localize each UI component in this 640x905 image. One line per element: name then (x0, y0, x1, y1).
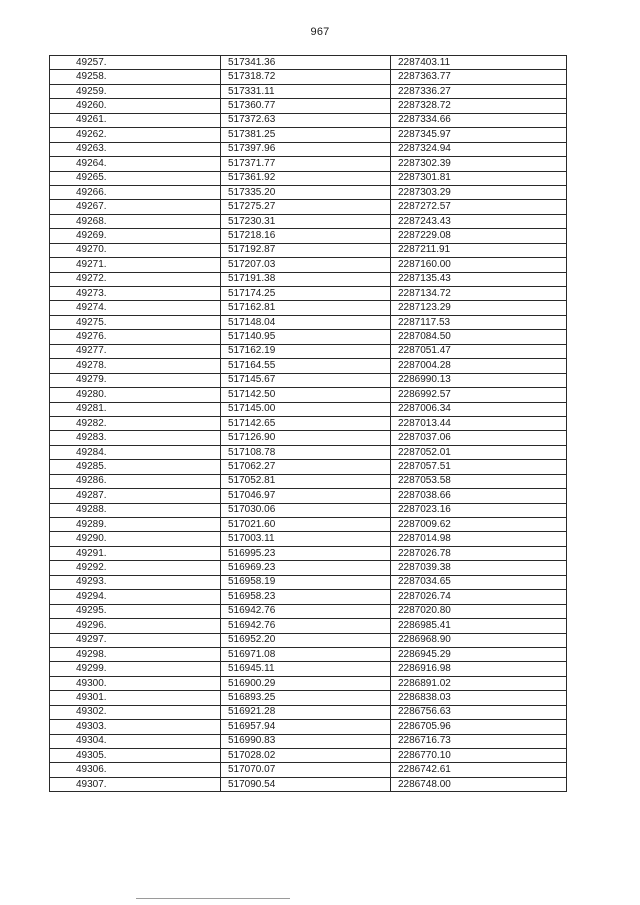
table-row (50, 518, 567, 532)
point-number-cell: 49293. (50, 575, 221, 589)
x-coordinate-cell: 517371.77 (221, 157, 391, 171)
x-coordinate-cell: 517046.97 (221, 489, 391, 503)
table-row (50, 344, 567, 358)
x-coordinate-cell: 516945.11 (221, 662, 391, 676)
x-coordinate-cell: 516893.25 (221, 691, 391, 705)
x-coordinate-cell: 516942.76 (221, 604, 391, 618)
table-row (50, 416, 567, 430)
x-coordinate-cell: 517275.27 (221, 200, 391, 214)
y-coordinate-cell: 2286770.10 (391, 749, 567, 763)
table-row (50, 272, 567, 286)
table-row (50, 532, 567, 546)
y-coordinate-cell: 2287057.51 (391, 460, 567, 474)
x-coordinate-cell: 517207.03 (221, 258, 391, 272)
table-row (50, 330, 567, 344)
point-number-cell: 49271. (50, 258, 221, 272)
y-coordinate-cell: 2287037.06 (391, 431, 567, 445)
point-number-cell: 49276. (50, 330, 221, 344)
table-row (50, 445, 567, 459)
table-row (50, 229, 567, 243)
table-row (50, 460, 567, 474)
point-number-cell: 49259. (50, 84, 221, 98)
y-coordinate-cell: 2287026.78 (391, 546, 567, 560)
table-row (50, 56, 567, 70)
x-coordinate-cell: 517162.81 (221, 301, 391, 315)
table-row (50, 185, 567, 199)
y-coordinate-cell: 2287334.66 (391, 113, 567, 127)
table-row (50, 200, 567, 214)
y-coordinate-cell: 2287336.27 (391, 84, 567, 98)
y-coordinate-cell: 2287328.72 (391, 99, 567, 113)
table-row (50, 575, 567, 589)
point-number-cell: 49284. (50, 445, 221, 459)
table-row (50, 489, 567, 503)
table-row (50, 315, 567, 329)
x-coordinate-cell: 517174.25 (221, 287, 391, 301)
x-coordinate-cell: 517062.27 (221, 460, 391, 474)
x-coordinate-cell: 517028.02 (221, 749, 391, 763)
table-row (50, 301, 567, 315)
y-coordinate-cell: 2287117.53 (391, 315, 567, 329)
y-coordinate-cell: 2286985.41 (391, 619, 567, 633)
y-coordinate-cell: 2287026.74 (391, 590, 567, 604)
table-row (50, 619, 567, 633)
point-number-cell: 49296. (50, 619, 221, 633)
x-coordinate-cell: 517142.50 (221, 388, 391, 402)
point-number-cell: 49278. (50, 359, 221, 373)
point-number-cell: 49269. (50, 229, 221, 243)
y-coordinate-cell: 2287272.57 (391, 200, 567, 214)
x-coordinate-cell: 517145.00 (221, 402, 391, 416)
point-number-cell: 49287. (50, 489, 221, 503)
point-number-cell: 49265. (50, 171, 221, 185)
y-coordinate-cell: 2287134.72 (391, 287, 567, 301)
table-row (50, 84, 567, 98)
x-coordinate-cell: 516971.08 (221, 647, 391, 661)
point-number-cell: 49286. (50, 474, 221, 488)
table-row (50, 691, 567, 705)
y-coordinate-cell: 2286945.29 (391, 647, 567, 661)
x-coordinate-cell: 516900.29 (221, 676, 391, 690)
point-number-cell: 49282. (50, 416, 221, 430)
y-coordinate-cell: 2287301.81 (391, 171, 567, 185)
point-number-cell: 49266. (50, 185, 221, 199)
y-coordinate-cell: 2286838.03 (391, 691, 567, 705)
point-number-cell: 49273. (50, 287, 221, 301)
table-row (50, 604, 567, 618)
y-coordinate-cell: 2287009.62 (391, 518, 567, 532)
point-number-cell: 49264. (50, 157, 221, 171)
table-row (50, 70, 567, 84)
y-coordinate-cell: 2287302.39 (391, 157, 567, 171)
point-number-cell: 49260. (50, 99, 221, 113)
point-number-cell: 49298. (50, 647, 221, 661)
x-coordinate-cell: 517191.38 (221, 272, 391, 286)
x-coordinate-cell: 517070.07 (221, 763, 391, 777)
point-number-cell: 49262. (50, 128, 221, 142)
table-row (50, 157, 567, 171)
x-coordinate-cell: 516957.94 (221, 720, 391, 734)
table-row (50, 388, 567, 402)
table-row (50, 734, 567, 748)
point-number-cell: 49301. (50, 691, 221, 705)
x-coordinate-cell: 517108.78 (221, 445, 391, 459)
x-coordinate-cell: 516952.20 (221, 633, 391, 647)
table-row (50, 662, 567, 676)
coordinates-table-body (50, 56, 567, 792)
point-number-cell: 49263. (50, 142, 221, 156)
point-number-cell: 49280. (50, 388, 221, 402)
table-row (50, 561, 567, 575)
y-coordinate-cell: 2287243.43 (391, 214, 567, 228)
x-coordinate-cell: 517148.04 (221, 315, 391, 329)
table-row (50, 633, 567, 647)
table-row (50, 676, 567, 690)
y-coordinate-cell: 2286990.13 (391, 373, 567, 387)
point-number-cell: 49277. (50, 344, 221, 358)
table-row (50, 503, 567, 517)
table-row (50, 749, 567, 763)
point-number-cell: 49294. (50, 590, 221, 604)
table-row (50, 214, 567, 228)
x-coordinate-cell: 517318.72 (221, 70, 391, 84)
x-coordinate-cell: 517372.63 (221, 113, 391, 127)
x-coordinate-cell: 516995.23 (221, 546, 391, 560)
x-coordinate-cell: 517164.55 (221, 359, 391, 373)
y-coordinate-cell: 2287363.77 (391, 70, 567, 84)
x-coordinate-cell: 517003.11 (221, 532, 391, 546)
x-coordinate-cell: 517381.25 (221, 128, 391, 142)
x-coordinate-cell: 517335.20 (221, 185, 391, 199)
x-coordinate-cell: 517331.11 (221, 84, 391, 98)
y-coordinate-cell: 2286716.73 (391, 734, 567, 748)
table-row (50, 720, 567, 734)
coordinates-table (49, 55, 567, 792)
x-coordinate-cell: 517142.65 (221, 416, 391, 430)
y-coordinate-cell: 2286916.98 (391, 662, 567, 676)
y-coordinate-cell: 2287324.94 (391, 142, 567, 156)
x-coordinate-cell: 517162.19 (221, 344, 391, 358)
point-number-cell: 49283. (50, 431, 221, 445)
table-row (50, 287, 567, 301)
x-coordinate-cell: 516921.28 (221, 705, 391, 719)
y-coordinate-cell: 2287006.34 (391, 402, 567, 416)
point-number-cell: 49302. (50, 705, 221, 719)
point-number-cell: 49305. (50, 749, 221, 763)
table-row (50, 546, 567, 560)
point-number-cell: 49307. (50, 777, 221, 791)
y-coordinate-cell: 2286742.61 (391, 763, 567, 777)
y-coordinate-cell: 2287051.47 (391, 344, 567, 358)
y-coordinate-cell: 2287004.28 (391, 359, 567, 373)
x-coordinate-cell: 516958.19 (221, 575, 391, 589)
y-coordinate-cell: 2287345.97 (391, 128, 567, 142)
y-coordinate-cell: 2286705.96 (391, 720, 567, 734)
y-coordinate-cell: 2287160.00 (391, 258, 567, 272)
x-coordinate-cell: 517052.81 (221, 474, 391, 488)
y-coordinate-cell: 2287229.08 (391, 229, 567, 243)
y-coordinate-cell: 2286891.02 (391, 676, 567, 690)
table-row (50, 243, 567, 257)
point-number-cell: 49279. (50, 373, 221, 387)
point-number-cell: 49290. (50, 532, 221, 546)
y-coordinate-cell: 2287303.29 (391, 185, 567, 199)
y-coordinate-cell: 2287403.11 (391, 56, 567, 70)
footnote-rule (136, 898, 290, 899)
y-coordinate-cell: 2286748.00 (391, 777, 567, 791)
x-coordinate-cell: 517341.36 (221, 56, 391, 70)
point-number-cell: 49304. (50, 734, 221, 748)
x-coordinate-cell: 517360.77 (221, 99, 391, 113)
x-coordinate-cell: 517230.31 (221, 214, 391, 228)
table-row (50, 431, 567, 445)
y-coordinate-cell: 2287023.16 (391, 503, 567, 517)
y-coordinate-cell: 2287014.98 (391, 532, 567, 546)
x-coordinate-cell: 517192.87 (221, 243, 391, 257)
table-row (50, 474, 567, 488)
point-number-cell: 49267. (50, 200, 221, 214)
point-number-cell: 49291. (50, 546, 221, 560)
table-row (50, 373, 567, 387)
table-row (50, 359, 567, 373)
table-row (50, 128, 567, 142)
point-number-cell: 49258. (50, 70, 221, 84)
point-number-cell: 49257. (50, 56, 221, 70)
table-row (50, 99, 567, 113)
table-row (50, 142, 567, 156)
point-number-cell: 49270. (50, 243, 221, 257)
x-coordinate-cell: 517397.96 (221, 142, 391, 156)
point-number-cell: 49275. (50, 315, 221, 329)
y-coordinate-cell: 2287052.01 (391, 445, 567, 459)
y-coordinate-cell: 2287038.66 (391, 489, 567, 503)
point-number-cell: 49300. (50, 676, 221, 690)
x-coordinate-cell: 516990.83 (221, 734, 391, 748)
point-number-cell: 49297. (50, 633, 221, 647)
y-coordinate-cell: 2287039.38 (391, 561, 567, 575)
x-coordinate-cell: 517145.67 (221, 373, 391, 387)
table-row (50, 402, 567, 416)
point-number-cell: 49285. (50, 460, 221, 474)
y-coordinate-cell: 2287211.91 (391, 243, 567, 257)
x-coordinate-cell: 516958.23 (221, 590, 391, 604)
y-coordinate-cell: 2287123.29 (391, 301, 567, 315)
point-number-cell: 49288. (50, 503, 221, 517)
x-coordinate-cell: 517218.16 (221, 229, 391, 243)
point-number-cell: 49281. (50, 402, 221, 416)
x-coordinate-cell: 517030.06 (221, 503, 391, 517)
point-number-cell: 49295. (50, 604, 221, 618)
x-coordinate-cell: 516969.23 (221, 561, 391, 575)
point-number-cell: 49274. (50, 301, 221, 315)
page-number: 967 (310, 26, 330, 38)
table-row (50, 777, 567, 791)
table-row (50, 171, 567, 185)
y-coordinate-cell: 2287034.65 (391, 575, 567, 589)
table-row (50, 647, 567, 661)
y-coordinate-cell: 2286992.57 (391, 388, 567, 402)
table-row (50, 763, 567, 777)
point-number-cell: 49272. (50, 272, 221, 286)
x-coordinate-cell: 517126.90 (221, 431, 391, 445)
y-coordinate-cell: 2287053.58 (391, 474, 567, 488)
point-number-cell: 49306. (50, 763, 221, 777)
table-row (50, 258, 567, 272)
table-row (50, 113, 567, 127)
point-number-cell: 49268. (50, 214, 221, 228)
point-number-cell: 49292. (50, 561, 221, 575)
x-coordinate-cell: 517021.60 (221, 518, 391, 532)
x-coordinate-cell: 516942.76 (221, 619, 391, 633)
point-number-cell: 49289. (50, 518, 221, 532)
y-coordinate-cell: 2286756.63 (391, 705, 567, 719)
y-coordinate-cell: 2287020.80 (391, 604, 567, 618)
point-number-cell: 49261. (50, 113, 221, 127)
y-coordinate-cell: 2287135.43 (391, 272, 567, 286)
point-number-cell: 49299. (50, 662, 221, 676)
y-coordinate-cell: 2286968.90 (391, 633, 567, 647)
x-coordinate-cell: 517361.92 (221, 171, 391, 185)
y-coordinate-cell: 2287013.44 (391, 416, 567, 430)
table-row (50, 705, 567, 719)
table-row (50, 590, 567, 604)
y-coordinate-cell: 2287084.50 (391, 330, 567, 344)
point-number-cell: 49303. (50, 720, 221, 734)
x-coordinate-cell: 517090.54 (221, 777, 391, 791)
x-coordinate-cell: 517140.95 (221, 330, 391, 344)
